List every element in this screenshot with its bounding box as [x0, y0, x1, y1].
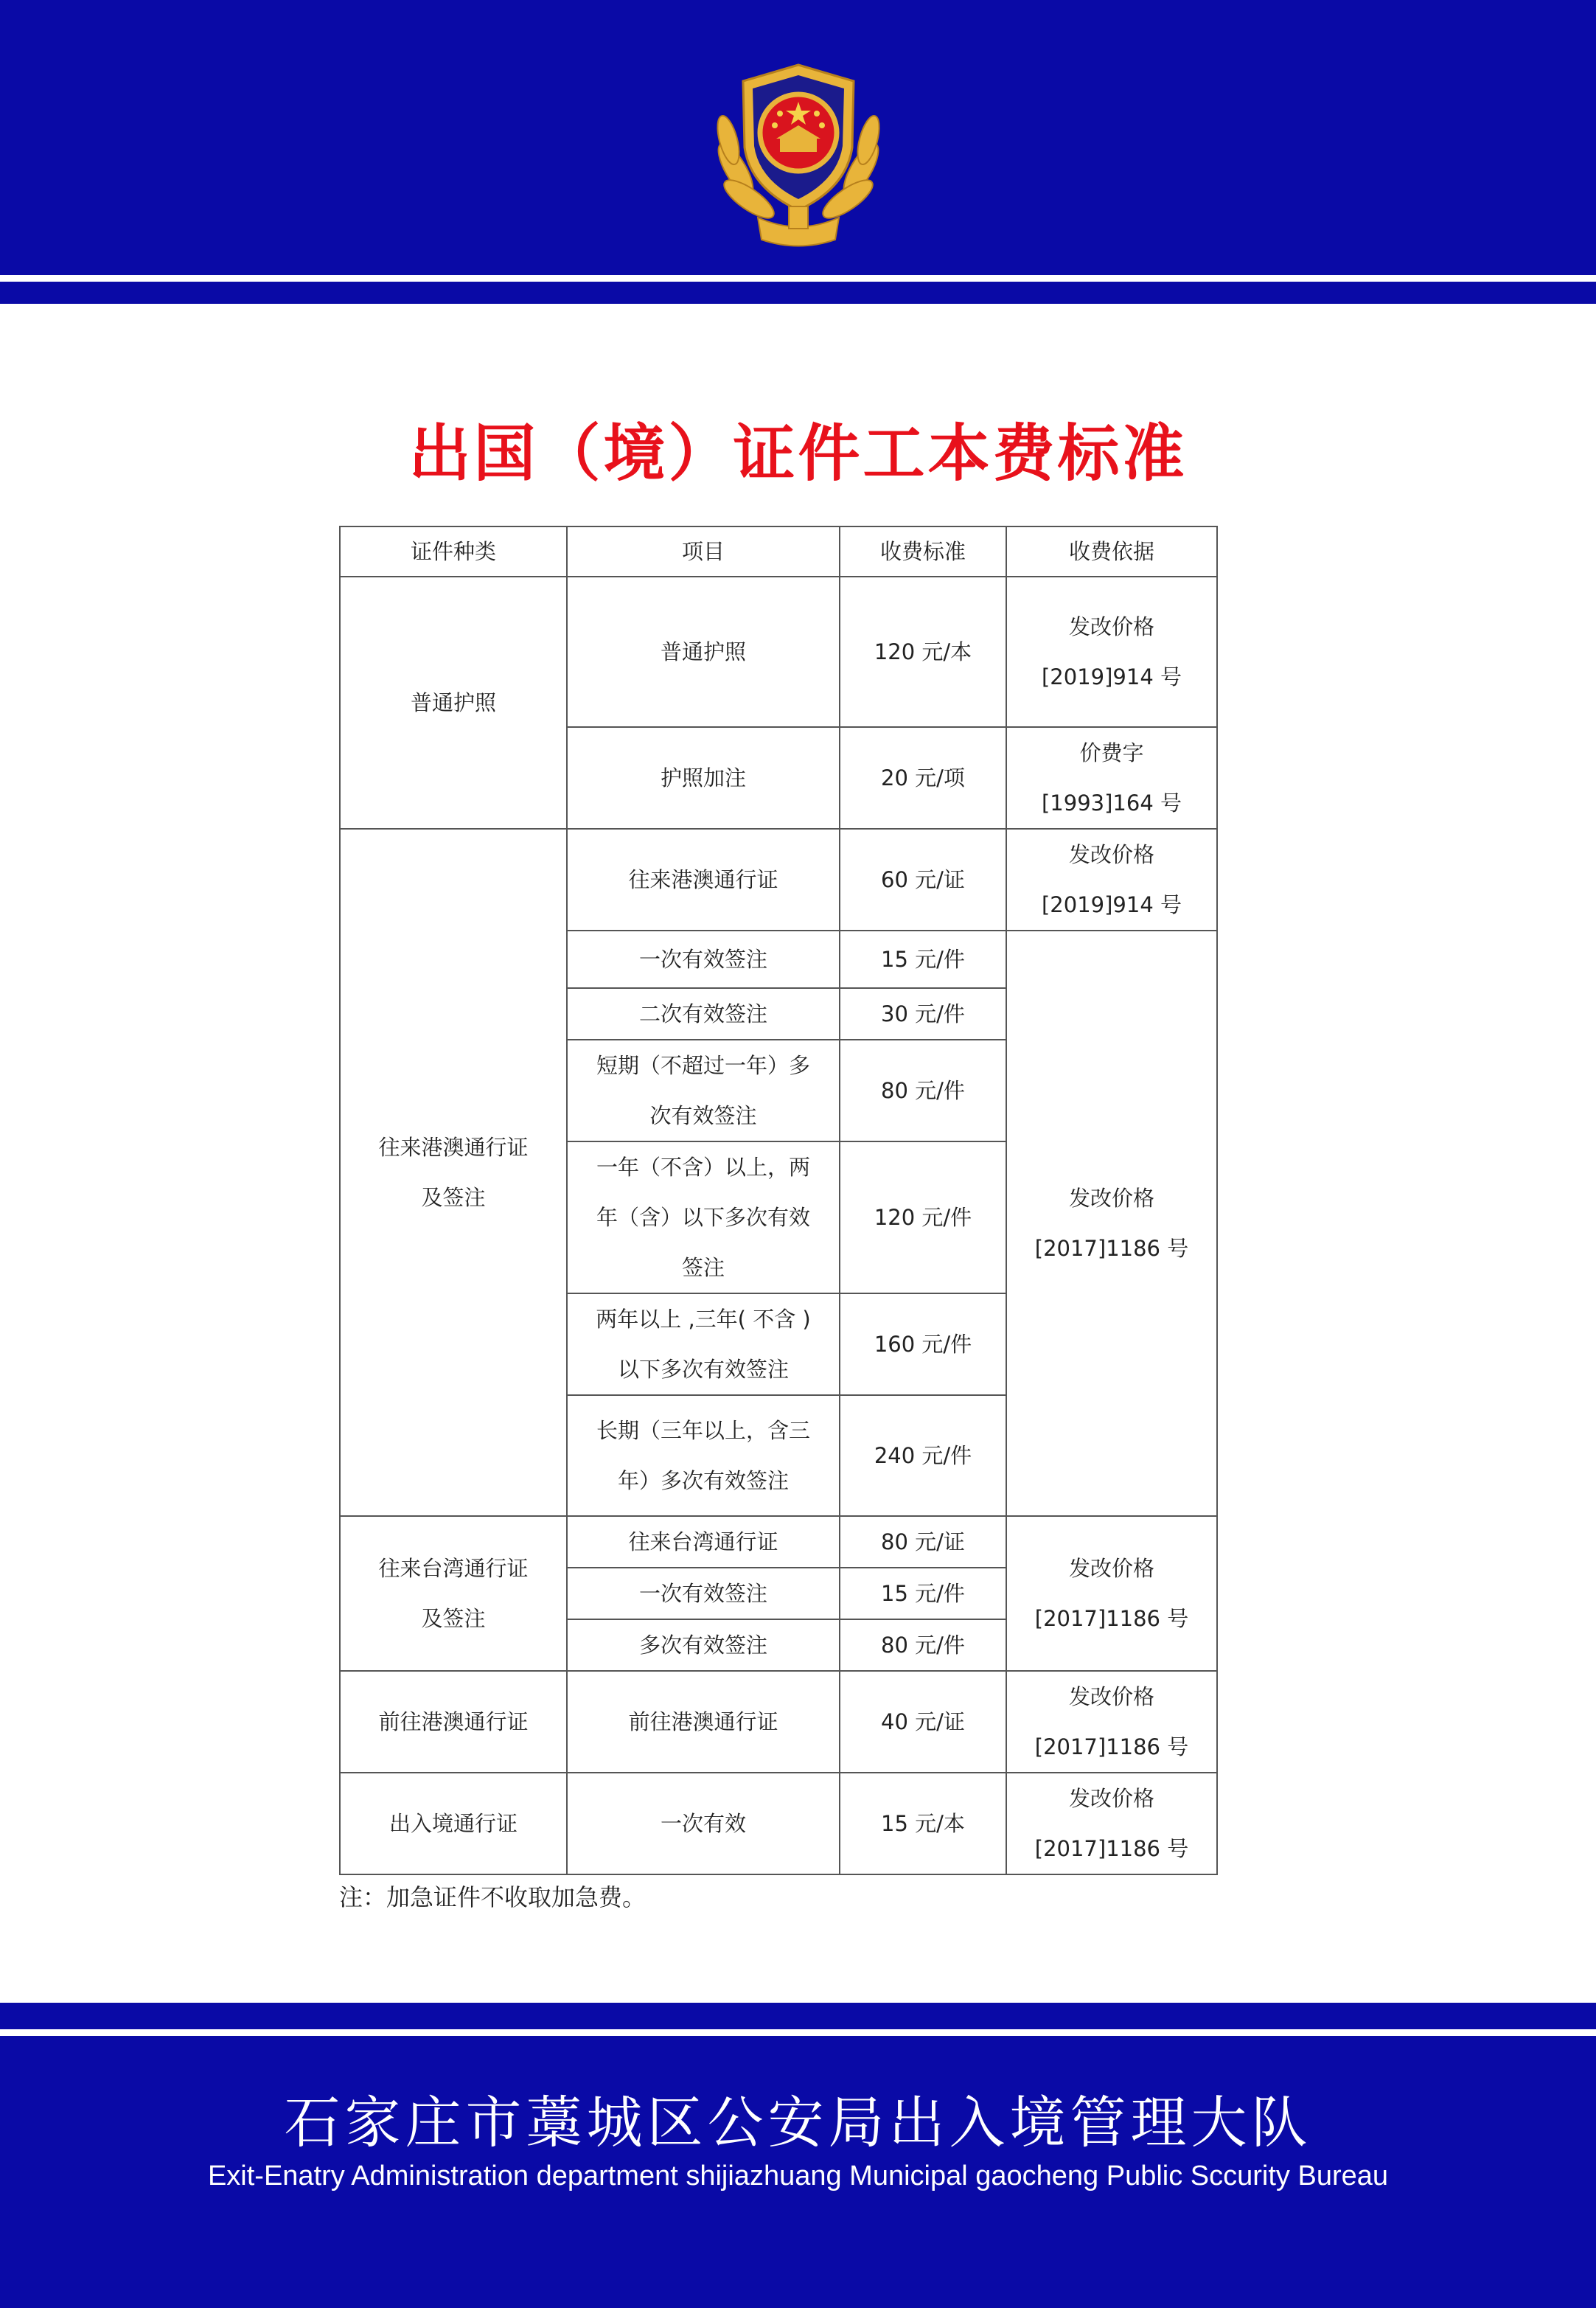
item-cell: 一次有效签注 [567, 1568, 840, 1619]
table-row [340, 1516, 1217, 1568]
basis-cell: 发改价格 [2019]914 号 [1006, 577, 1217, 727]
fee-cell: 120 元/件 [840, 1141, 1006, 1293]
item-cell: 往来台湾通行证 [567, 1516, 840, 1568]
basis-cell: 发改价格 [2017]1186 号 [1006, 931, 1217, 1516]
basis-cell: 发改价格 [2017]1186 号 [1006, 1516, 1217, 1671]
footer-divider [0, 2029, 1596, 2036]
header-fee: 收费标准 [840, 526, 1006, 577]
item-cell: 短期（不超过一年）多 次有效签注 [567, 1040, 840, 1141]
fee-cell: 15 元/件 [840, 931, 1006, 988]
header-category: 证件种类 [340, 526, 567, 577]
footer-stripe [0, 2003, 1596, 2029]
fee-table [339, 526, 1218, 1875]
footer-org-name-en: Exit-Enatry Administration department shijiazhuang Municipal gaocheng Public Sccurity Bureau [207, 2161, 1389, 2191]
table-row [340, 1773, 1217, 1874]
basis-cell: 发改价格 [2017]1186 号 [1006, 1671, 1217, 1773]
fee-cell: 30 元/件 [840, 988, 1006, 1040]
fee-cell: 15 元/本 [840, 1773, 1006, 1874]
item-cell: 往来港澳通行证 [567, 829, 840, 931]
item-cell: 护照加注 [567, 727, 840, 829]
table-row [340, 829, 1217, 931]
item-cell: 两年以上 ,三年( 不含 ) 以下多次有效签注 [567, 1293, 840, 1395]
fee-cell: 80 元/证 [840, 1516, 1006, 1568]
fee-cell: 40 元/证 [840, 1671, 1006, 1773]
fee-cell: 15 元/件 [840, 1568, 1006, 1619]
header-basis: 收费依据 [1006, 526, 1217, 577]
item-cell: 一次有效 [567, 1773, 840, 1874]
item-cell: 前往港澳通行证 [567, 1671, 840, 1773]
item-cell: 普通护照 [567, 577, 840, 727]
item-cell: 长期（三年以上，含三 年）多次有效签注 [567, 1395, 840, 1516]
category-cell: 前往港澳通行证 [340, 1671, 567, 1773]
fee-cell: 120 元/本 [840, 577, 1006, 727]
footer-org-name-cn: 石家庄市藁城区公安局出入境管理大队 [284, 2090, 1312, 2155]
table-note: 注：加急证件不收取加急费。 [339, 1883, 647, 1911]
basis-cell: 价费字 [1993]164 号 [1006, 727, 1217, 829]
item-cell: 多次有效签注 [567, 1619, 840, 1671]
fee-cell: 60 元/证 [840, 829, 1006, 931]
category-cell: 往来台湾通行证 及签注 [340, 1516, 567, 1671]
item-cell: 一次有效签注 [567, 931, 840, 988]
fee-cell: 160 元/件 [840, 1293, 1006, 1395]
header-item: 项目 [567, 526, 840, 577]
item-cell: 一年（不含）以上，两 年（含）以下多次有效 签注 [567, 1141, 840, 1293]
table-row [340, 577, 1217, 727]
fee-cell: 20 元/项 [840, 727, 1006, 829]
header-stripe [0, 282, 1596, 304]
table-header-row [340, 526, 1217, 577]
category-cell: 出入境通行证 [340, 1773, 567, 1874]
item-cell: 二次有效签注 [567, 988, 840, 1040]
fee-cell: 80 元/件 [840, 1619, 1006, 1671]
page-title: 出国（境）证件工本费标准 [408, 417, 1188, 490]
category-cell: 往来港澳通行证 及签注 [340, 829, 567, 1516]
fee-cell: 240 元/件 [840, 1395, 1006, 1516]
basis-cell: 发改价格 [2017]1186 号 [1006, 1773, 1217, 1874]
fee-cell: 80 元/件 [840, 1040, 1006, 1141]
header-divider [0, 275, 1596, 282]
basis-cell: 发改价格 [2019]914 号 [1006, 829, 1217, 931]
category-cell: 普通护照 [340, 577, 567, 829]
table-row [340, 1671, 1217, 1773]
police-emblem-icon [706, 59, 891, 247]
